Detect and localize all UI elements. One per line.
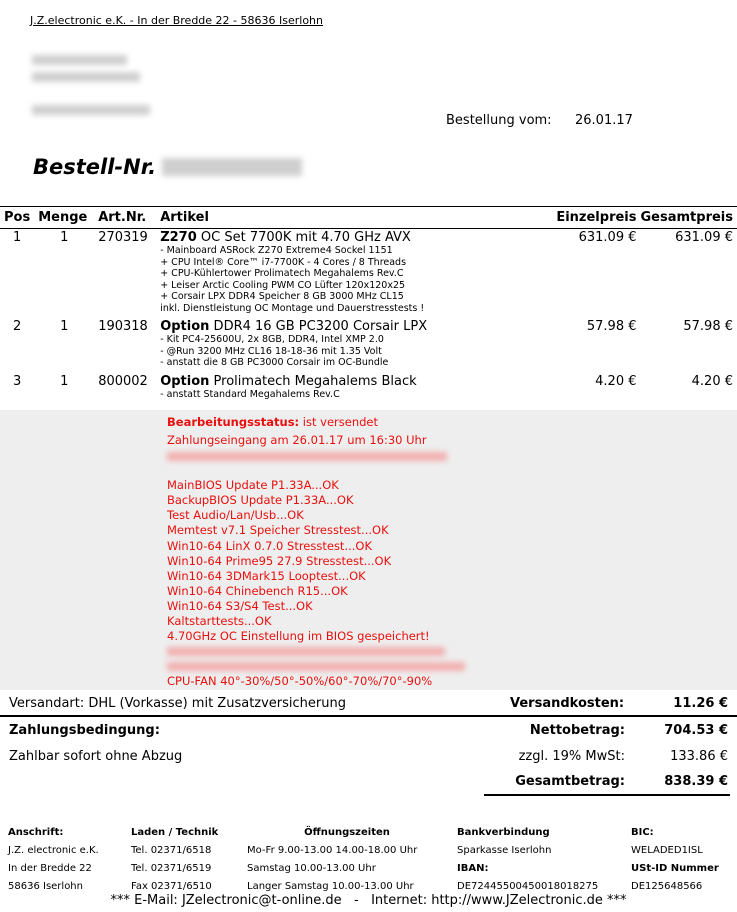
payment-received: Zahlungseingang am 26.01.17 um 16:30 Uhr	[167, 433, 427, 448]
item-detail: - Mainboard ASRock Z270 Extreme4 Sockel 1151	[160, 245, 393, 256]
item-detail: + CPU Intel® Core™ i7-7700K - 4 Cores / 8 Threads	[160, 256, 407, 268]
item-detail: + Leiser Arctic Cooling PWM CO Lüfter 120x120x25	[160, 279, 406, 291]
iban: DE72445500450018018275	[457, 881, 599, 892]
vat-amount: 133.86 €	[670, 749, 728, 764]
item-title: DDR4 16 GB PC3200 Corsair LPX	[209, 319, 428, 334]
order-date-label: Bestellung vom:	[446, 113, 552, 128]
col-qty: Menge	[34, 207, 94, 229]
item-pos: 2	[12, 319, 22, 334]
col-pos: Pos	[0, 207, 34, 229]
footer-hours	[247, 824, 447, 896]
sender-line: J.Z.electronic e.K. - In der Bredde 22 - 58636 Iserlohn	[30, 14, 323, 27]
footer-address-heading: Anschrift:	[8, 827, 64, 838]
item-title: OC Set 7700K mit 4.70 GHz AVX	[196, 230, 411, 245]
recipient-name-redacted	[32, 55, 127, 65]
test-result: BackupBIOS Update P1.33A...OK	[167, 493, 354, 508]
item-total-price: 4.20 €	[691, 373, 733, 389]
footer-text: Tel. 02371/6518	[131, 845, 212, 856]
test-result: 4.70GHz OC Einstellung im BIOS gespeichert!	[167, 629, 430, 644]
item-title-bold: Z270	[160, 230, 197, 245]
footer-text: J.Z. electronic e.K.	[8, 845, 99, 856]
test-result: Win10-64 LinX 0.7.0 Stresstest...OK	[167, 538, 373, 553]
item-qty: 1	[60, 373, 69, 389]
test-result: Win10-64 S3/S4 Test...OK	[167, 598, 313, 613]
item-title-bold: Option	[160, 373, 210, 389]
item-detail: - Kit PC4-25600U, 2x 8GB, DDR4, Intel XMP 2.0	[160, 334, 384, 345]
test-result: Test Audio/Lan/Usb...OK	[167, 508, 304, 523]
item-total-price: 57.98 €	[683, 319, 733, 334]
item-pos: 1	[12, 230, 22, 245]
processing-status-box	[0, 410, 737, 690]
table-row	[0, 373, 737, 405]
bic: WELADED1ISL	[631, 845, 703, 856]
redacted-line	[167, 647, 445, 656]
footer-text: In der Bredde 22	[8, 863, 92, 874]
table-row	[0, 229, 737, 319]
footer-contact: *** E-Mail: JZelectronic@t-online.de - Internet: http://www.JZelectronic.de ***	[110, 893, 627, 908]
payment-terms-heading: Zahlungsbedingung:	[9, 723, 160, 738]
item-pos: 3	[12, 373, 22, 389]
item-detail: inkl. Dienstleistung OC Montage und Dauerstresstests !	[160, 302, 425, 314]
footer-shop-heading: Laden / Technik	[131, 827, 219, 838]
col-total-price: Gesamtpreis	[641, 207, 737, 229]
shipping-cost: 11.26 €	[673, 696, 728, 711]
vat-id-label: USt-ID Nummer	[631, 863, 719, 874]
redacted-line	[167, 452, 447, 461]
item-detail: + CPU-Kühlertower Prolimatech Megahalems Rev.C	[160, 268, 404, 279]
test-result: Win10-64 Prime95 27.9 Stresstest...OK	[167, 553, 392, 568]
redacted-line	[167, 662, 465, 671]
status-label: Bearbeitungsstatus:	[167, 415, 300, 429]
item-qty: 1	[60, 319, 69, 334]
test-result: Memtest v7.1 Speicher Stresstest...OK	[167, 523, 389, 538]
item-detail: - @Run 3200 MHz CL16 18-18-36 mit 1.35 Volt	[160, 345, 382, 357]
item-artnr: 190318	[98, 319, 148, 334]
order-number-label: Bestell-Nr.	[33, 155, 157, 179]
recipient-street-redacted	[32, 72, 140, 82]
col-unit-price: Einzelpreis	[552, 207, 640, 229]
item-title-bold: Option	[160, 319, 210, 334]
footer-text: Samstag 10.00-13.00 Uhr	[247, 863, 376, 874]
footer-bic	[631, 824, 719, 896]
vat-id: DE125648566	[631, 881, 703, 892]
footer-text: Fax 02371/6510	[131, 881, 212, 892]
item-unit-price: 57.98 €	[586, 319, 637, 334]
footer-text: Sparkasse Iserlohn	[457, 845, 552, 856]
order-date: 26.01.17	[575, 113, 633, 128]
item-detail: - anstatt die 8 GB PC3000 Corsair im OC-Bundle	[160, 357, 389, 368]
order-number-redacted	[162, 158, 302, 176]
total-underline	[484, 794, 730, 796]
shipping-row	[0, 691, 737, 717]
footer-bic-heading: BIC:	[631, 827, 654, 838]
item-artnr: 800002	[98, 373, 148, 389]
item-qty: 1	[60, 230, 69, 245]
shipping-cost-label: Versandkosten:	[510, 696, 625, 711]
table-row	[0, 318, 737, 373]
shipping-method: Versandart: DHL (Vorkasse) mit Zusatzversicherung	[9, 696, 346, 711]
cpu-fan-settings: CPU-FAN 40°-30%/50°-50%/60°-70%/70°-90%	[167, 674, 433, 689]
footer-address	[8, 824, 99, 896]
items-table	[0, 206, 737, 404]
net-amount: 704.53 €	[664, 723, 728, 738]
test-result: Kaltstarttests...OK	[167, 614, 272, 629]
item-unit-price: 4.20 €	[595, 373, 637, 389]
footer-text: Langer Samstag 10.00-13.00 Uhr	[247, 881, 414, 892]
footer-text: Tel. 02371/6519	[131, 863, 212, 874]
item-detail: + Corsair LPX DDR4 Speicher 8 GB 3000 MHz CL15	[160, 291, 404, 302]
footer-hours-heading: Öffnungszeiten	[304, 827, 390, 838]
item-unit-price: 631.09 €	[578, 230, 637, 245]
iban-label: IBAN:	[457, 863, 489, 874]
item-artnr: 270319	[98, 230, 148, 245]
test-result: Win10-64 3DMark15 Looptest...OK	[167, 568, 366, 583]
footer-text: 58636 Iserlohn	[8, 881, 83, 892]
vat-label: zzgl. 19% MwSt:	[518, 749, 625, 764]
net-label: Nettobetrag:	[529, 723, 625, 738]
gross-label: Gesamtbetrag:	[515, 774, 625, 789]
payment-terms: Zahlbar sofort ohne Abzug	[9, 749, 183, 764]
footer-text: Mo-Fr 9.00-13.00 14.00-18.00 Uhr	[247, 845, 418, 856]
item-total-price: 631.09 €	[675, 230, 733, 245]
footer-bank-heading: Bankverbindung	[457, 827, 550, 838]
footer-bank	[457, 824, 598, 896]
status-value: ist versendet	[299, 415, 379, 429]
gross-amount: 838.39 €	[664, 774, 728, 789]
test-result: Win10-64 Chinebench R15...OK	[167, 583, 348, 598]
test-result: MainBIOS Update P1.33A...OK	[167, 478, 339, 493]
col-artnr: Art.Nr.	[94, 207, 156, 229]
item-title: Prolimatech Megahalems Black	[209, 373, 417, 389]
recipient-city-redacted	[32, 105, 150, 115]
col-article: Artikel	[156, 207, 552, 229]
item-detail: - anstatt Standard Megahalems Rev.C	[160, 388, 340, 400]
footer-shop	[131, 824, 218, 896]
